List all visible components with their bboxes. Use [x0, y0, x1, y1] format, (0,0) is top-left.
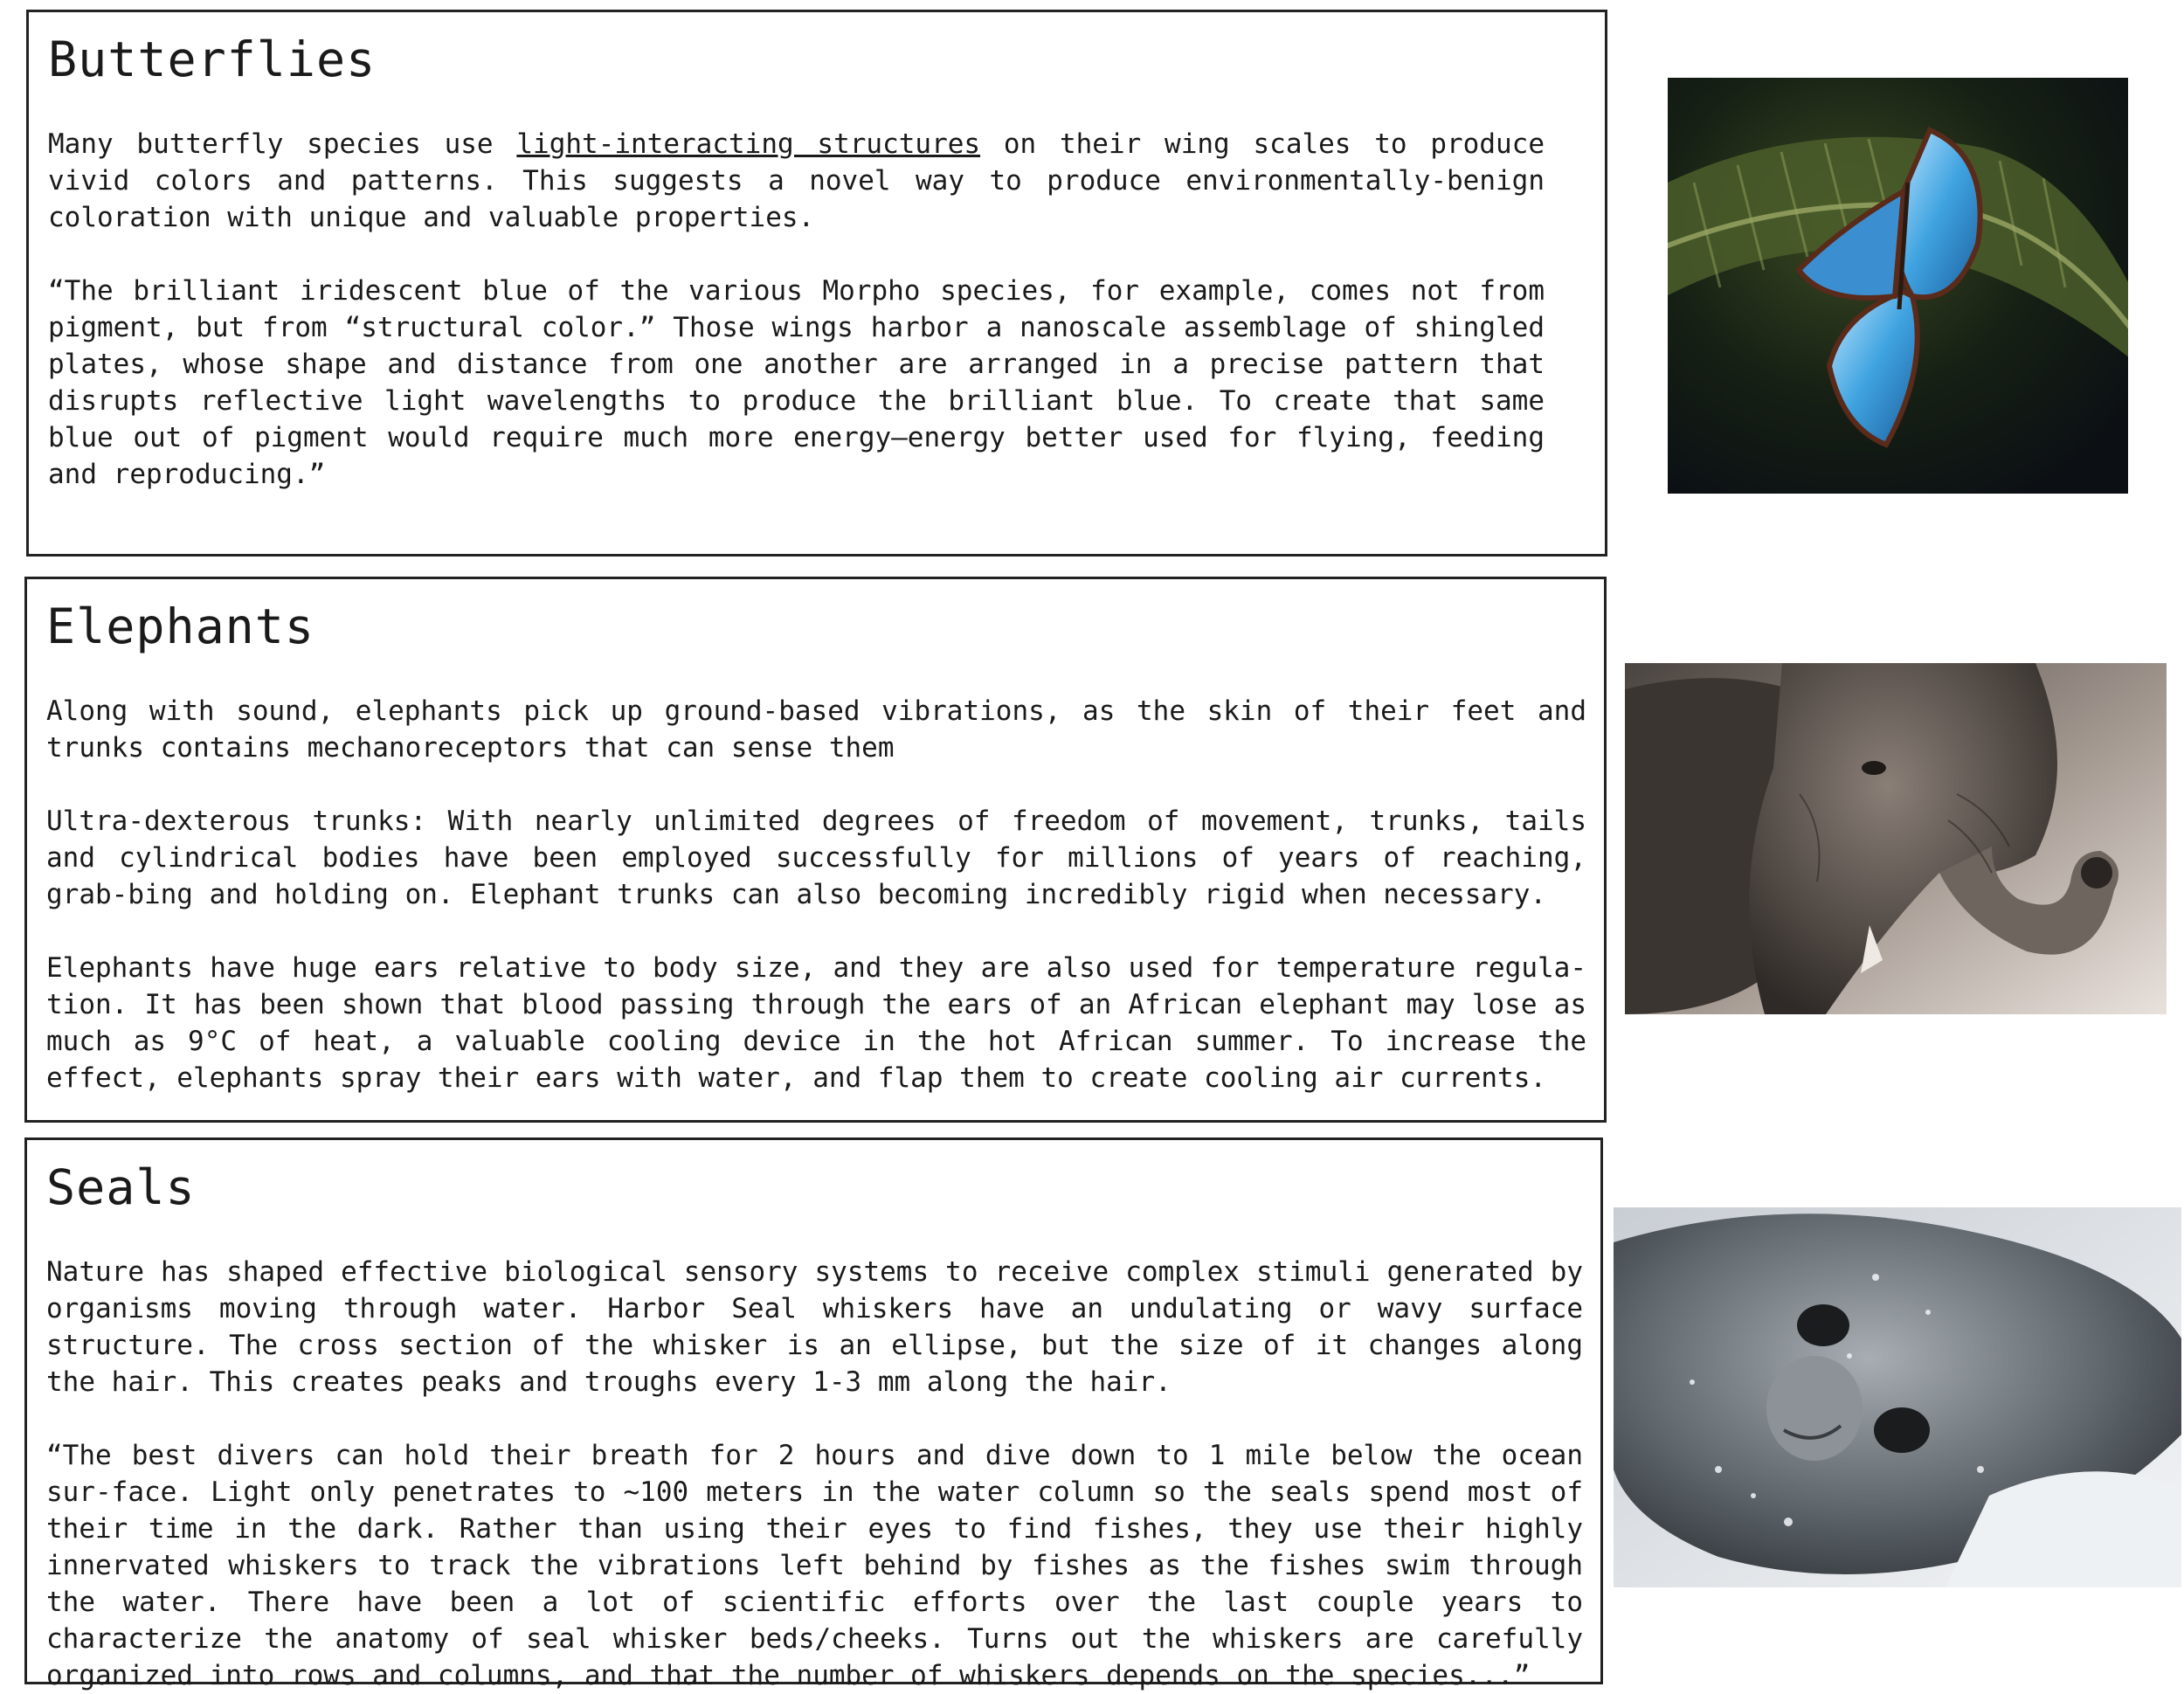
seals-title: Seals: [46, 1159, 196, 1215]
seals-card: [24, 1137, 1603, 1691]
elephants-paragraph-2: Ultra-dexterous trunks: With nearly unlimited degrees of freedom of movement, trunks, tails and cylindrical bodies have been employed successfully for millions of years of reaching, grab-bing and holding on. Elephant trunks can also becoming incredibly rigid when necessary.: [46, 806, 1586, 910]
butterflies-p1-before: Many butterfly species use: [48, 128, 517, 160]
butterflies-paragraph-2: “The brilliant iridescent blue of the various Morpho species, for example, comes not from pigment, but from “structural color.” Those wings harbor a nanoscale assemblage of shingled plates, whose shape and distance from one another are arranged in a precise pattern that disrupts reflective light wavelengths to produce the brilliant blue. To create that same blue out of pigment would require much more energy—energy better used for flying, feeding and reproducing.”: [48, 275, 1545, 490]
butterflies-card: [26, 10, 1607, 557]
butterflies-paragraph-1: [48, 126, 1545, 236]
light-interacting-structures-link[interactable]: light-interacting structures: [516, 128, 981, 160]
butterflies-title: Butterflies: [48, 31, 377, 87]
seals-paragraph-2: “The best divers can hold their breath for 2 hours and dive down to 1 mile below the ocean sur-face. Light only penetrates to ~100 meters in the water column so the seals spend most of their time in the dark. Rather than using their eyes to find fishes, they use their highly innervated whiskers to track the vibrations left behind by fishes as the fishes swim through the water. There have been a lot of scientific efforts over the last couple years to characterize the anatomy of seal whisker beds/cheeks. Turns out the whiskers are carefully organized into rows and columns, and that the number of whiskers depends on the species...”: [46, 1440, 1583, 1691]
elephant-image: [1625, 663, 2167, 1014]
seal-image: [1614, 1207, 2181, 1587]
elephants-title: Elephants: [46, 598, 315, 654]
seals-paragraph-1: Nature has shaped effective biological sensory systems to receive complex stimuli generated by organisms moving through water. Harbor Seal whiskers have an undulating or wavy surface structure. The cross section of the whisker is an ellipse, but the size of it changes along the hair. This creates peaks and troughs every 1-3 mm along the hair.: [46, 1256, 1583, 1398]
elephants-card: [24, 577, 1607, 1123]
butterflies-p1-after: on their wing scales to produce vivid colors and patterns. This suggests a novel way to produce environmentally-benign coloration with unique and valuable properties.: [48, 128, 1545, 233]
butterfly-photo: [1668, 78, 2128, 494]
elephants-paragraph-1: Along with sound, elephants pick up ground-based vibrations, as the skin of their feet and trunks contains mechanoreceptors that can sense them: [46, 695, 1586, 764]
elephant-photo: [1625, 663, 2167, 1014]
seal-photo: [1614, 1207, 2181, 1587]
elephants-paragraph-3: Elephants have huge ears relative to body size, and they are also used for temperature regula-tion. It has been shown that blood passing through the ears of an African elephant may lose as much as 9°C of heat, a valuable cooling device in the hot African summer. To increase the effect, elephants spray their ears with water, and flap them to create cooling air currents.: [46, 952, 1586, 1094]
butterfly-image: [1668, 78, 2128, 494]
